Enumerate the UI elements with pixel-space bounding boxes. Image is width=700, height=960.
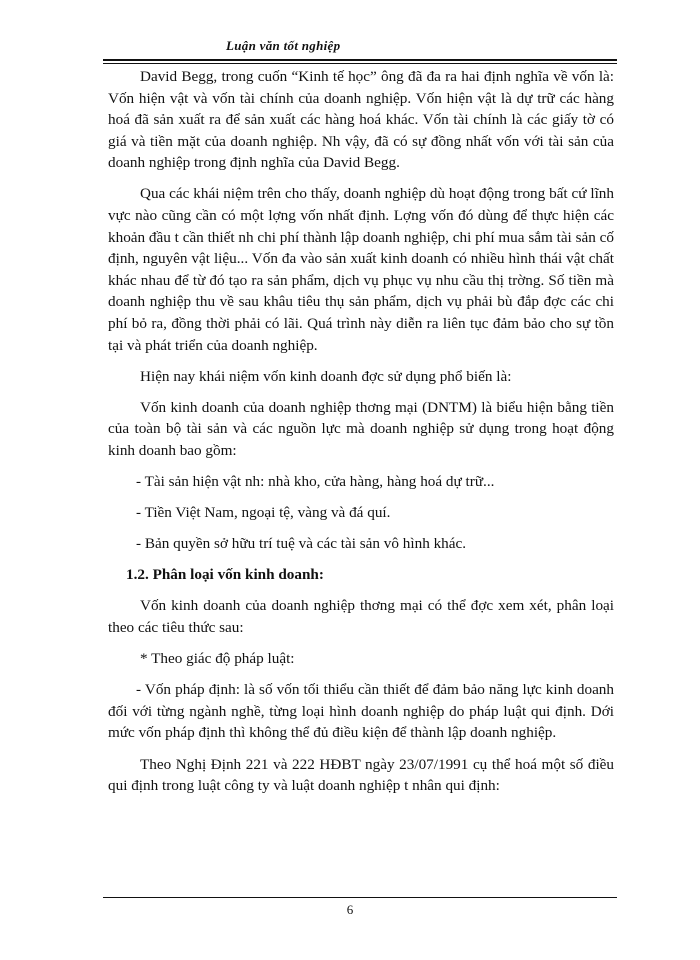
paragraph-current-concept: Hiện nay khái niệm vốn kinh doanh đợc sử dụng phổ biến là: xyxy=(140,367,512,385)
section-heading: 1.2. Phân loại vốn kinh doanh: xyxy=(126,566,324,584)
page-number: 6 xyxy=(346,902,354,917)
paragraph-legal-angle: * Theo giác độ pháp luật: xyxy=(140,650,295,668)
list-item-currency: - Tiền Việt Nam, ngoại tệ, vàng và đá quí. xyxy=(136,504,391,522)
paragraph-definition: Vốn kinh doanh của doanh nghiệp thơng mại (DNTM) là biểu hiện bằng tiền của toàn bộ tài sản và các nguồn lực mà doanh nghiệp sử dụng trong hoạt động kinh doanh bao gồm: xyxy=(108,398,614,459)
list-item-intangible: - Bản quyền sở hữu trí tuệ và các tài sản vô hình khác. xyxy=(136,535,467,553)
footer-rule xyxy=(103,897,617,898)
paragraph-decree: Theo Nghị Định 221 và 222 HĐBT ngày 23/07/1991 cụ thể hoá một số điều qui định trong luật công ty và luật doanh nghiệp t nhân qui định: xyxy=(108,755,614,795)
paragraph-classification: Vốn kinh doanh của doanh nghiệp thơng mại có thể đợc xem xét, phân loại theo các tiêu thức sau: xyxy=(108,597,614,637)
paragraph-david-begg: David Begg, trong cuốn “Kinh tế học” ông đã đa ra hai định nghĩa về vốn là: Vốn hiện vật và vốn tài chính của doanh nghiệp. Vốn hiện vật là dự trữ các hàng hoá đã sản xuất ra để sản xuất các hàng hoá khác. Vốn tài chính là các giấy tờ có giá và tiền mặt của doanh nghiệp. Nh vậy, đã có sự đồng nhất vốn với tài sản của doanh nghiệp trong định nghĩa của David Begg. xyxy=(108,68,614,172)
header-rule-thick xyxy=(103,59,617,61)
page-body xyxy=(108,66,614,806)
paragraph-concepts: Qua các khái niệm trên cho thấy, doanh nghiệp dù hoạt động trong bất cứ lĩnh vực nào cũng cần có một lợng vốn nhất định. Lợng vốn đó dùng để thực hiện các khoản đầu t cần thiết nh chi phí thành lập doanh nghiệp, chi phí mua sắm tài sản cố định, nguyên vật liệu... Vốn đa vào sản xuất kinh doanh có nhiều hình thái vật chất khác nhau để từ đó tạo ra sản phẩm, dịch vụ phục vụ nhu cầu thị trờng. Số tiền mà doanh nghiệp thu về sau khâu tiêu thụ sản phẩm, dịch vụ phải bù đắp đợc các chi phí bỏ ra, đồng thời phải có lãi. Quá trình này diễn ra liên tục đảm bảo cho sự tồn tại và phát triển của doanh nghiệp. xyxy=(108,185,614,354)
list-item-physical-assets: - Tài sản hiện vật nh: nhà kho, cửa hàng, hàng hoá dự trữ... xyxy=(136,473,495,491)
header-rule-thin xyxy=(103,63,617,64)
paragraph-legal-capital: - Vốn pháp định: là số vốn tối thiểu cần thiết để đảm bảo năng lực kinh doanh đối với từng ngành nghề, từng loại hình doanh nghiệp do pháp luật qui định. Dới mức vốn pháp định thì không thể đủ điều kiện để thành lập doanh nghiệp. xyxy=(108,681,614,742)
running-header-title: Luận văn tốt nghiệp xyxy=(226,38,341,53)
